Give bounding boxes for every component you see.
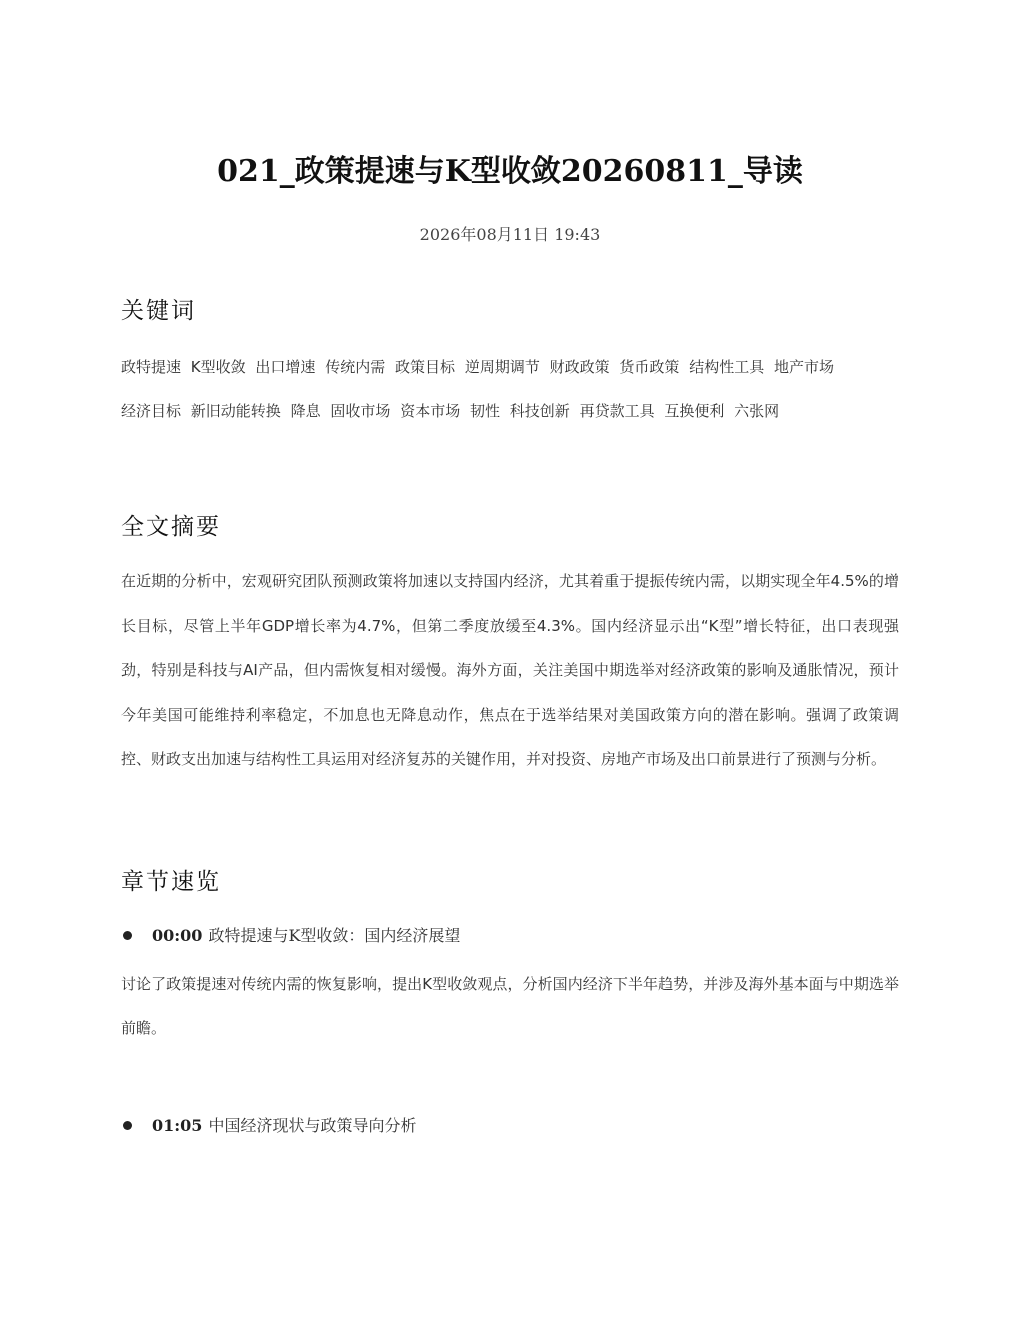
- document-date: 2026年08月11日 19:43: [419, 225, 601, 244]
- keyword: K型收敛: [190, 358, 246, 376]
- keyword: 传统内需: [325, 358, 386, 376]
- keyword: 货币政策: [619, 358, 680, 376]
- keyword: 经济目标: [121, 402, 182, 420]
- keyword: 科技创新: [509, 402, 570, 420]
- document-title: 021_政策提速与K型收敛20260811_导读: [217, 154, 803, 189]
- keyword: 财政政策: [549, 358, 610, 376]
- chapter-item: [121, 924, 899, 1050]
- keyword: 资本市场: [400, 402, 461, 420]
- chapter-item: [121, 1114, 899, 1138]
- chapter-timestamp: 01:05: [152, 1115, 203, 1135]
- chapter-timestamp: 00:00: [152, 925, 203, 945]
- keyword: 韧性: [469, 402, 500, 420]
- keyword: 再贷款工具: [579, 402, 655, 420]
- keyword: 结构性工具: [689, 358, 765, 376]
- summary-text: 在近期的分析中，宏观研究团队预测政策将加速以支持国内经济，尤其着重于提振传统内需，以期实现全年4.5%的增长目标，尽管上半年GDP增长率为4.7%，但第二季度放缓至4.3%。国内经济显示出“K型”增长特征，出口表现强劲，特别是科技与AI产品，但内需恢复相对缓慢。海外方面，关注美国中期选举对经济政策的影响及通胀情况，预计今年美国可能维持利率稳定，不加息也无降息动作，焦点在于选举结果对美国政策方向的潜在影响。强调了政策调控、财政支出加速与结构性工具运用对经济复苏的关键作用，并对投资、房地产市场及出口前景进行了预测与分析。: [121, 572, 899, 768]
- keyword: 政策目标: [395, 358, 456, 376]
- bullet-icon: [123, 931, 132, 940]
- keyword: 互换便利: [664, 402, 725, 420]
- keyword: 固收市场: [330, 402, 391, 420]
- keyword: 六张网: [734, 402, 780, 420]
- keyword: 新旧动能转换: [190, 402, 281, 420]
- keywords-list: [121, 345, 899, 433]
- bullet-icon: [123, 1121, 132, 1130]
- keyword: 降息: [290, 402, 321, 420]
- chapter-header: [121, 1114, 899, 1138]
- keyword: 地产市场: [774, 358, 835, 376]
- chapter-title: 中国经济现状与政策导向分析: [208, 1115, 417, 1135]
- chapters-heading: 章节速览: [121, 868, 221, 895]
- chapter-description: 讨论了政策提速对传统内需的恢复影响，提出K型收敛观点，分析国内经济下半年趋势，并涉及海外基本面与中期选举前瞻。: [121, 974, 899, 1037]
- keyword: 出口增速: [255, 358, 316, 376]
- keyword: 政特提速: [121, 358, 182, 376]
- chapter-title: 政特提速与K型收敛：国内经济展望: [208, 925, 461, 945]
- summary-heading: 全文摘要: [121, 514, 221, 540]
- keyword: 逆周期调节: [464, 358, 540, 376]
- keywords-heading: 关键词: [121, 298, 196, 324]
- chapter-header: [121, 924, 899, 948]
